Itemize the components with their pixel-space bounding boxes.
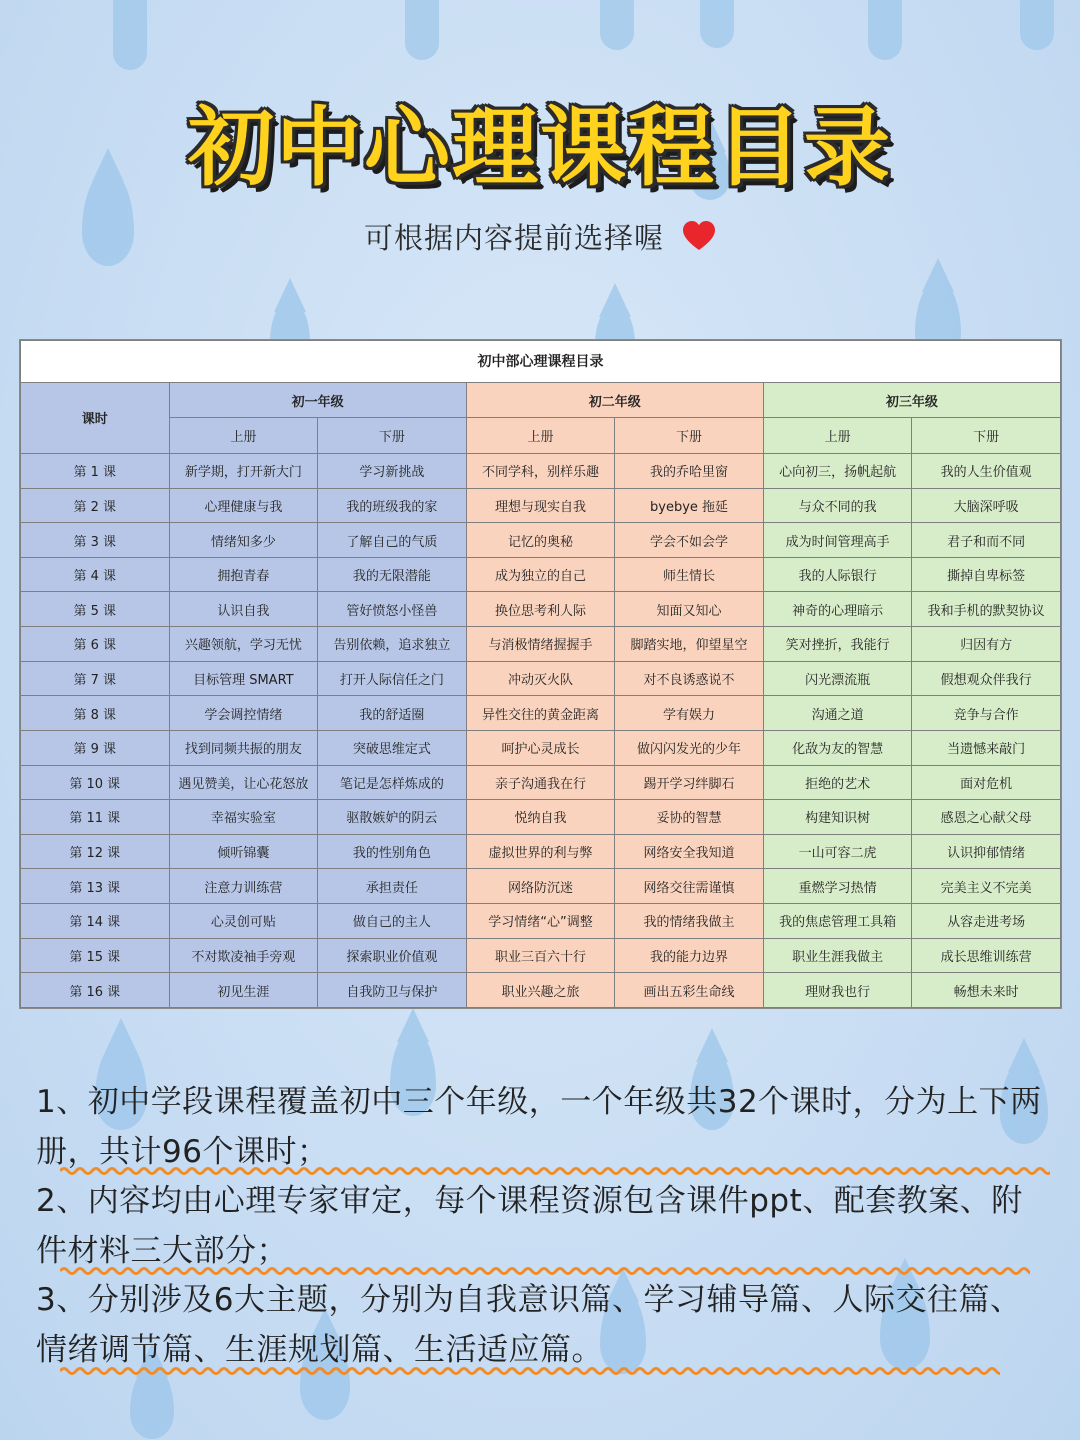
volume-header: 下册: [318, 418, 467, 454]
course-cell: 换位思考利人际: [466, 592, 615, 627]
course-cell: 突破思维定式: [318, 730, 467, 765]
course-cell: 学习新挑战: [318, 454, 467, 489]
table-row: [21, 557, 1061, 592]
course-cell: 心理健康与我: [169, 488, 318, 523]
course-cell: 学习情绪“心”调整: [466, 903, 615, 938]
course-cell: 网络安全我知道: [615, 834, 764, 869]
raindrop-decoration: [868, 0, 902, 60]
course-cell: 沟通之道: [763, 696, 912, 731]
course-cell: 虚拟世界的利与弊: [466, 834, 615, 869]
course-cell: 成为时间管理高手: [763, 523, 912, 558]
lesson-label: 第 14 课: [21, 903, 170, 938]
raindrop-decoration: [113, 0, 147, 70]
table-row: [21, 696, 1061, 731]
note-item-1: 1、初中学段课程覆盖初中三个年级，一个年级共32个课时，分为上下两册，共计96个课时；: [36, 1084, 1042, 1170]
course-cell: 拒绝的艺术: [763, 765, 912, 800]
course-cell: 网络防沉迷: [466, 869, 615, 904]
course-cell: 倾听锦囊: [169, 834, 318, 869]
course-cell: 我的人际银行: [763, 557, 912, 592]
lesson-label: 第 5 课: [21, 592, 170, 627]
course-cell: 心灵创可贴: [169, 903, 318, 938]
table-row: [21, 903, 1061, 938]
course-cell: 学会不如会学: [615, 523, 764, 558]
lesson-label: 第 7 课: [21, 661, 170, 696]
grade-header-1: 初一年级: [169, 382, 466, 418]
course-cell: 笑对挫折，我能行: [763, 627, 912, 662]
lesson-label: 第 2 课: [21, 488, 170, 523]
course-cell: 兴趣领航，学习无忧: [169, 627, 318, 662]
course-cell: 我的无限潜能: [318, 557, 467, 592]
course-cell: 职业三百六十行: [466, 938, 615, 973]
raindrop-decoration: [1020, 0, 1054, 50]
course-cell: 撕掉自卑标签: [912, 557, 1061, 592]
course-cell: 学会调控情绪: [169, 696, 318, 731]
lesson-label: 第 13 课: [21, 869, 170, 904]
course-cell: byebye 拖延: [615, 488, 764, 523]
subtitle-text: 可根据内容提前选择喔: [363, 221, 664, 255]
lesson-label: 第 15 课: [21, 938, 170, 973]
lesson-label: 第 12 课: [21, 834, 170, 869]
raindrop-decoration: [405, 0, 439, 60]
course-cell: 闪光漂流瓶: [763, 661, 912, 696]
course-cell: 打开人际信任之门: [318, 661, 467, 696]
course-cell: 大脑深呼吸: [912, 488, 1061, 523]
volume-header: 上册: [466, 418, 615, 454]
course-cell: 找到同频共振的朋友: [169, 730, 318, 765]
course-cell: 理想与现实自我: [466, 488, 615, 523]
course-cell: 归因有方: [912, 627, 1061, 662]
lesson-label: 第 1 课: [21, 454, 170, 489]
course-cell: 认识自我: [169, 592, 318, 627]
course-cell: 知面又知心: [615, 592, 764, 627]
course-cell: 从容走进考场: [912, 903, 1061, 938]
table-row: [21, 730, 1061, 765]
course-cell: 感恩之心献父母: [912, 800, 1061, 835]
course-cell: 假想观众伴我行: [912, 661, 1061, 696]
note-item-2: 2、内容均由心理专家审定，每个课程资源包含课件ppt、配套教案、附件材料三大部分；: [36, 1183, 1023, 1269]
course-cell: 告别依赖，追求独立: [318, 627, 467, 662]
course-cell: 了解自己的气质: [318, 523, 467, 558]
table-row: [21, 834, 1061, 869]
course-cell: 悦纳自我: [466, 800, 615, 835]
course-cell: 君子和而不同: [912, 523, 1061, 558]
course-cell: 职业兴趣之旅: [466, 973, 615, 1008]
course-cell: 职业生涯我做主: [763, 938, 912, 973]
course-cell: 我的舒适圈: [318, 696, 467, 731]
course-cell: 与消极情绪握握手: [466, 627, 615, 662]
course-cell: 幸福实验室: [169, 800, 318, 835]
course-cell: 心向初三，扬帆起航: [763, 454, 912, 489]
table-row: [21, 869, 1061, 904]
course-cell: 当遗憾来敲门: [912, 730, 1061, 765]
course-cell: 我和手机的默契协议: [912, 592, 1061, 627]
course-cell: 认识抑郁情绪: [912, 834, 1061, 869]
course-cell: 遇见赞美，让心花怒放: [169, 765, 318, 800]
course-cell: 我的性别角色: [318, 834, 467, 869]
heart-icon: [682, 220, 716, 252]
table-row: [21, 661, 1061, 696]
course-cell: 冲动灭火队: [466, 661, 615, 696]
course-cell: 我的乔哈里窗: [615, 454, 764, 489]
course-cell: 我的班级我的家: [318, 488, 467, 523]
course-cell: 对不良诱惑说不: [615, 661, 764, 696]
course-cell: 笔记是怎样炼成的: [318, 765, 467, 800]
table-row: [21, 454, 1061, 489]
course-cell: 情绪知多少: [169, 523, 318, 558]
table-row: [21, 973, 1061, 1008]
wavy-underline: [60, 1266, 1030, 1276]
course-cell: 异性交往的黄金距离: [466, 696, 615, 731]
course-cell: 面对危机: [912, 765, 1061, 800]
page-title: 初中心理课程目录: [188, 97, 892, 198]
table-row: [21, 800, 1061, 835]
raindrop-decoration: [700, 0, 734, 48]
lesson-label: 第 8 课: [21, 696, 170, 731]
course-cell: 神奇的心理暗示: [763, 592, 912, 627]
course-cell: 畅想未来时: [912, 973, 1061, 1008]
course-cell: 拥抱青春: [169, 557, 318, 592]
course-cell: 学有娱力: [615, 696, 764, 731]
course-cell: 初见生涯: [169, 973, 318, 1008]
volume-header: 下册: [615, 418, 764, 454]
course-cell: 我的焦虑管理工具箱: [763, 903, 912, 938]
course-cell: 师生情长: [615, 557, 764, 592]
course-cell: 呵护心灵成长: [466, 730, 615, 765]
course-cell: 不对欺凌袖手旁观: [169, 938, 318, 973]
course-cell: 成长思维训练营: [912, 938, 1061, 973]
wavy-underline: [60, 1166, 1050, 1176]
subtitle: [0, 216, 1080, 257]
course-cell: 驱散嫉妒的阴云: [318, 800, 467, 835]
course-cell: 竞争与合作: [912, 696, 1061, 731]
lesson-label: 第 6 课: [21, 627, 170, 662]
note-item-3: 3、分别涉及6大主题，分别为自我意识篇、学习辅导篇、人际交往篇、情绪调节篇、生涯规划篇、生活适应篇。: [36, 1282, 1022, 1368]
course-cell: 目标管理 SMART: [169, 661, 318, 696]
grade-header-2: 初二年级: [466, 382, 763, 418]
course-cell: 与众不同的我: [763, 488, 912, 523]
course-cell: 记忆的奥秘: [466, 523, 615, 558]
course-table: [19, 339, 1062, 1009]
course-cell: 完美主义不完美: [912, 869, 1061, 904]
course-cell: 脚踏实地，仰望星空: [615, 627, 764, 662]
course-cell: 做自己的主人: [318, 903, 467, 938]
course-cell: 我的能力边界: [615, 938, 764, 973]
grade-header-3: 初三年级: [763, 382, 1060, 418]
course-cell: 不同学科，别样乐趣: [466, 454, 615, 489]
lesson-label: 第 9 课: [21, 730, 170, 765]
course-cell: 理财我也行: [763, 973, 912, 1008]
course-cell: 一山可容二虎: [763, 834, 912, 869]
volume-header: 上册: [763, 418, 912, 454]
table-row: [21, 488, 1061, 523]
lesson-header: 课时: [21, 382, 170, 453]
table-row: [21, 627, 1061, 662]
course-cell: 成为独立的自己: [466, 557, 615, 592]
course-cell: 网络交往需谨慎: [615, 869, 764, 904]
course-cell: 我的人生价值观: [912, 454, 1061, 489]
course-cell: 画出五彩生命线: [615, 973, 764, 1008]
wavy-underline: [60, 1366, 1000, 1376]
course-cell: 妥协的智慧: [615, 800, 764, 835]
course-cell: 自我防卫与保护: [318, 973, 467, 1008]
course-cell: 管好愤怒小怪兽: [318, 592, 467, 627]
lesson-label: 第 10 课: [21, 765, 170, 800]
course-cell: 我的情绪我做主: [615, 903, 764, 938]
lesson-label: 第 11 课: [21, 800, 170, 835]
course-cell: 承担责任: [318, 869, 467, 904]
course-cell: 重燃学习热情: [763, 869, 912, 904]
volume-header: 上册: [169, 418, 318, 454]
course-cell: 构建知识树: [763, 800, 912, 835]
lesson-label: 第 4 课: [21, 557, 170, 592]
course-cell: 做闪闪发光的少年: [615, 730, 764, 765]
course-cell: 亲子沟通我在行: [466, 765, 615, 800]
course-cell: 化敌为友的智慧: [763, 730, 912, 765]
table-row: [21, 765, 1061, 800]
course-cell: 新学期，打开新大门: [169, 454, 318, 489]
raindrop-decoration: [600, 0, 634, 50]
course-cell: 踢开学习绊脚石: [615, 765, 764, 800]
table-row: [21, 592, 1061, 627]
lesson-label: 第 16 课: [21, 973, 170, 1008]
course-cell: 注意力训练营: [169, 869, 318, 904]
volume-header: 下册: [912, 418, 1061, 454]
raindrop-decoration: [130, 1365, 174, 1439]
lesson-label: 第 3 课: [21, 523, 170, 558]
notes: [36, 1078, 1046, 1375]
table-caption: 初中部心理课程目录: [21, 341, 1061, 383]
table-row: [21, 938, 1061, 973]
course-cell: 探索职业价值观: [318, 938, 467, 973]
table-row: [21, 523, 1061, 558]
